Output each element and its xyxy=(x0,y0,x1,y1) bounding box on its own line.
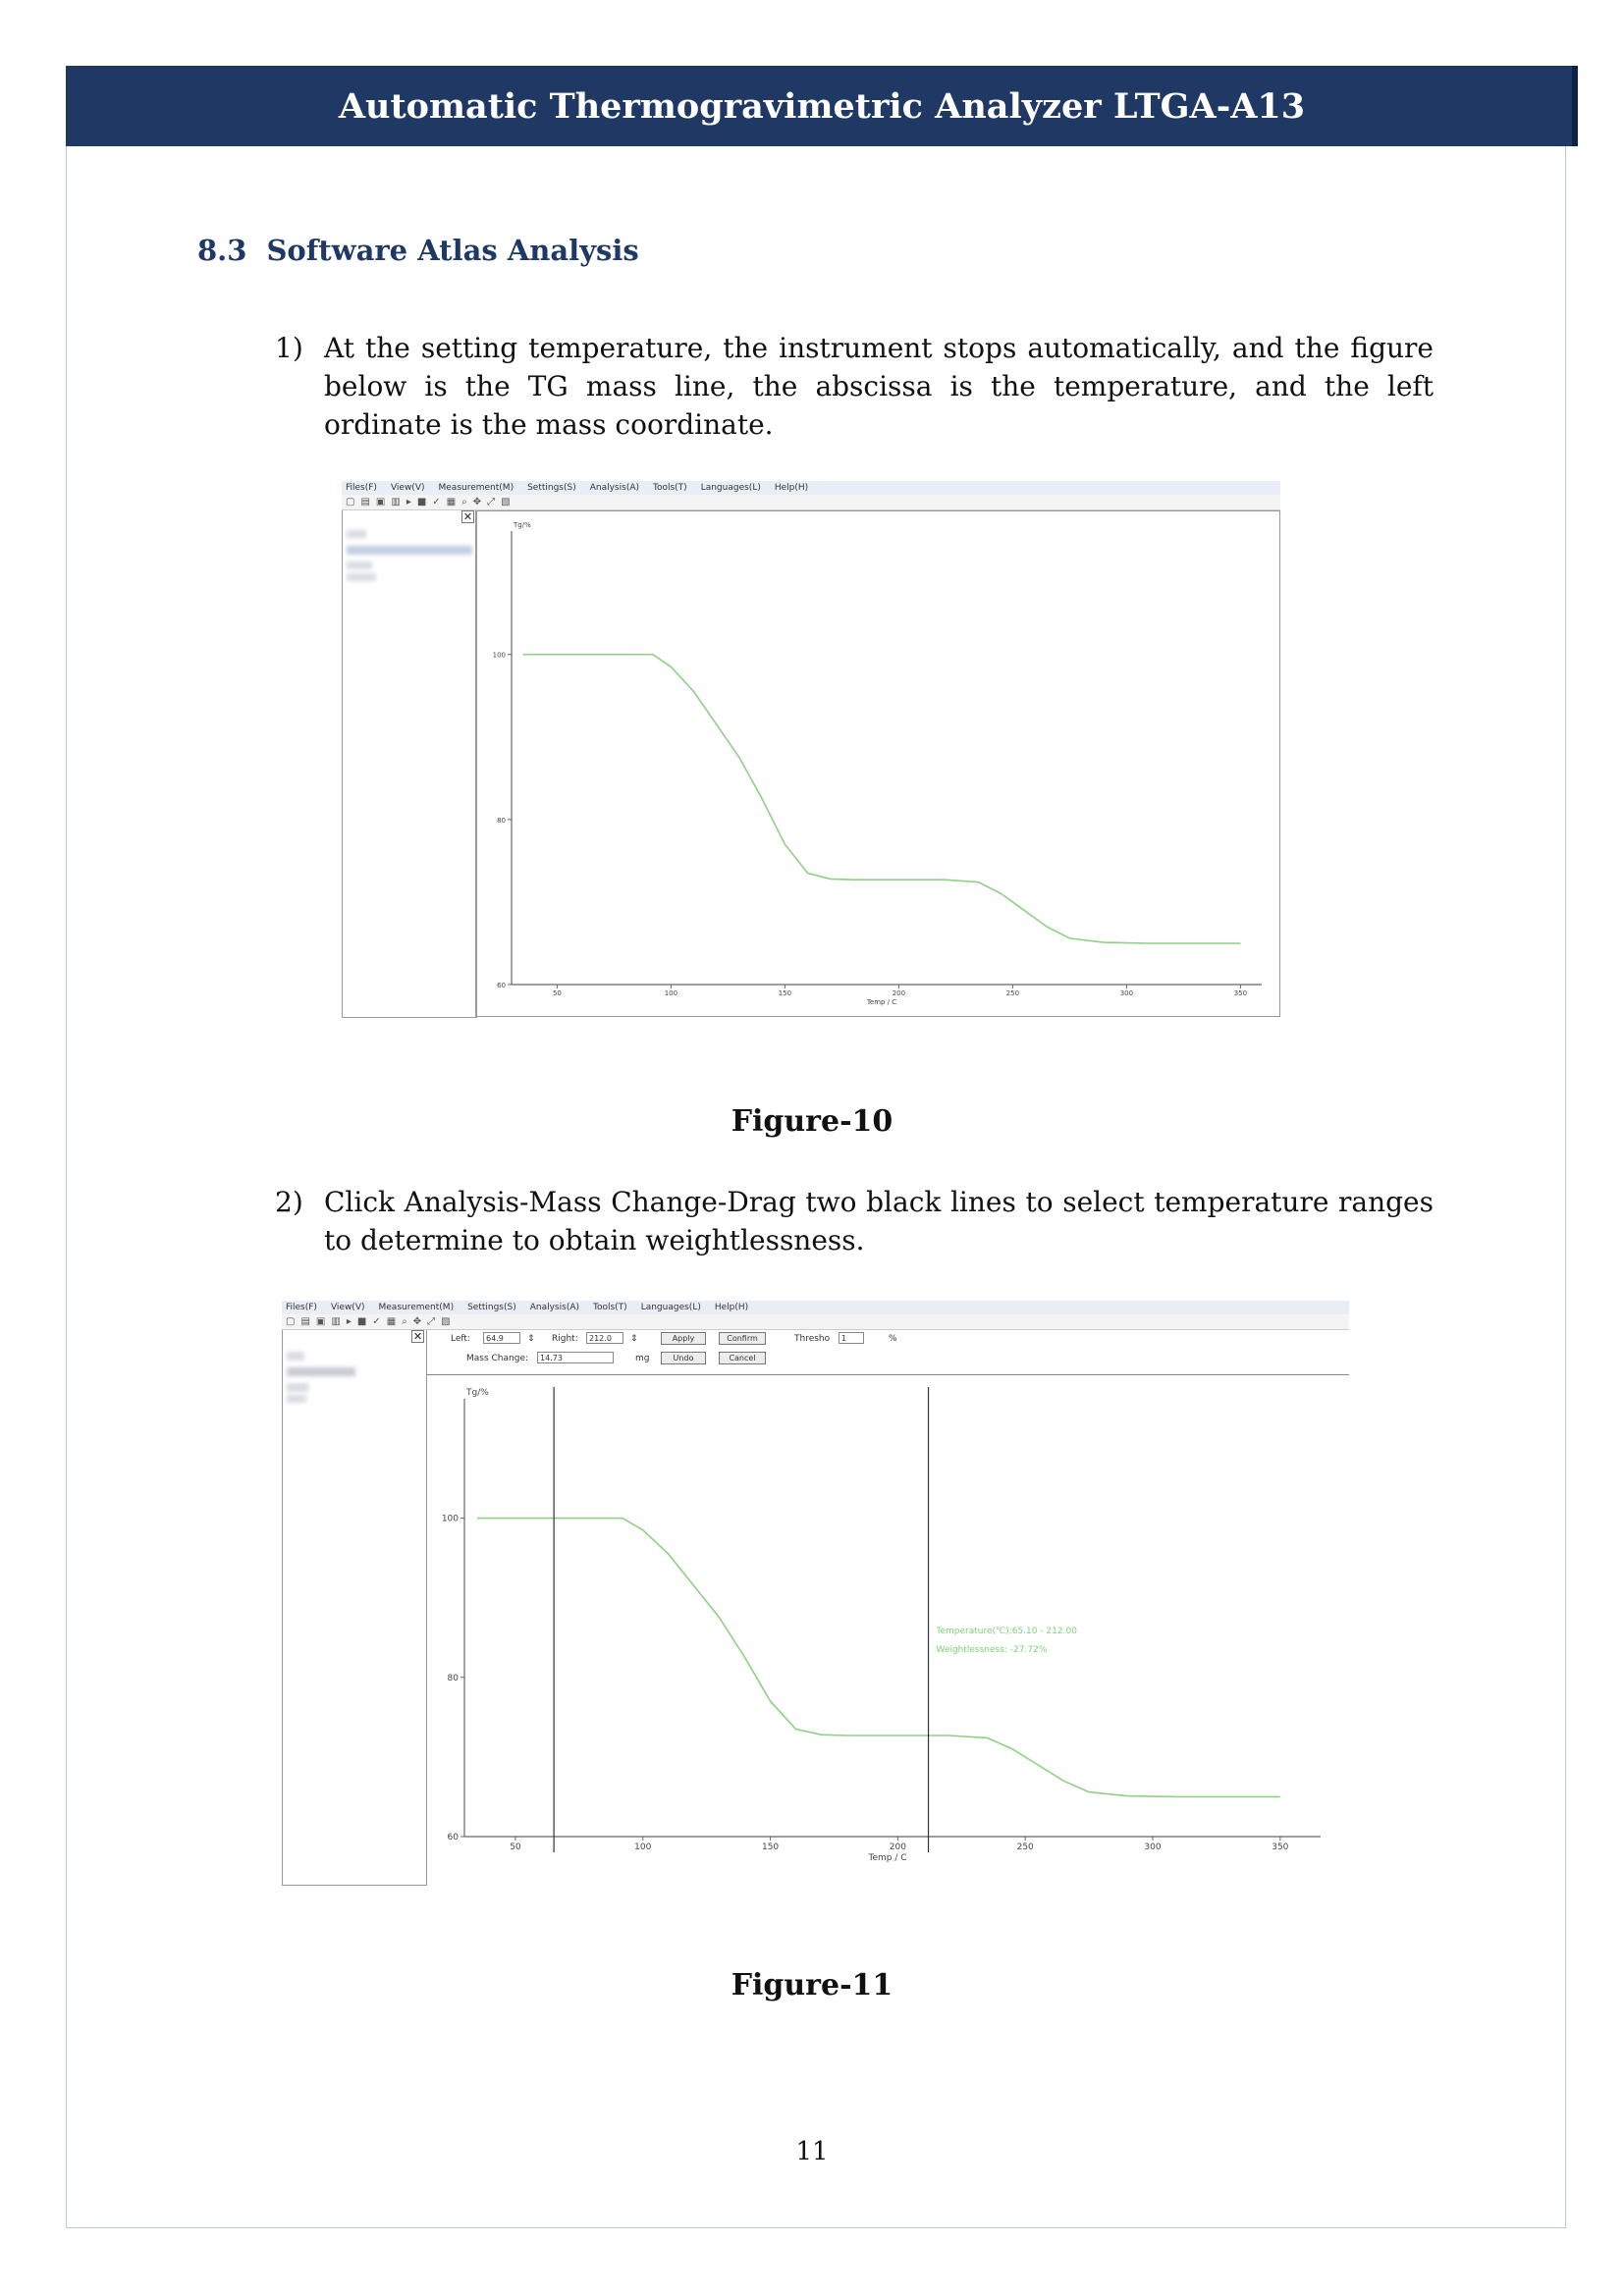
y-axis-label: Tg/% xyxy=(466,1388,489,1398)
figure-10-caption: Figure-10 xyxy=(731,1104,893,1139)
header-edge xyxy=(1572,66,1578,146)
header-title: Automatic Thermogravimetric Analyzer LTGA-A13 xyxy=(338,85,1306,127)
y-tick-label: 60 xyxy=(447,1833,459,1842)
tg-mass-line xyxy=(523,655,1241,943)
right-value-input[interactable]: 212.0 xyxy=(586,1332,623,1344)
close-icon[interactable]: ✕ xyxy=(412,1330,423,1343)
y-tick-label: 60 xyxy=(497,982,506,989)
y-axis-label: Tg/% xyxy=(514,521,531,529)
left-value-input[interactable]: 64.9 xyxy=(483,1332,520,1344)
menu-item-tools[interactable]: Tools(T) xyxy=(593,1303,627,1312)
figure-11-screenshot xyxy=(282,1301,1349,1885)
mass-change-controls xyxy=(429,1332,1342,1371)
new-icon[interactable]: ▢ xyxy=(346,497,355,507)
stop-icon[interactable]: ■ xyxy=(416,497,427,507)
step-2-marker: 2) xyxy=(275,1186,303,1218)
blurred-item xyxy=(287,1395,306,1403)
pan-icon[interactable]: ✥ xyxy=(472,497,482,507)
menu-item-view[interactable]: View(V) xyxy=(330,1303,365,1312)
section-title xyxy=(197,234,639,267)
x-tick-label: 50 xyxy=(552,989,562,997)
play-icon[interactable]: ▸ xyxy=(406,497,411,507)
page-number: 11 xyxy=(795,2137,829,2166)
x-axis-label: Temp / C xyxy=(868,1853,907,1863)
fit-icon[interactable]: ⤢ xyxy=(427,1316,436,1327)
menu-bar xyxy=(282,1301,1349,1314)
annotation-weightlessness: Weightlessness: -27.72% xyxy=(936,1644,1048,1655)
menu-item-help[interactable]: Help(H) xyxy=(714,1303,749,1312)
export-icon[interactable]: ▧ xyxy=(441,1316,451,1327)
menu-item-tools[interactable]: Tools(T) xyxy=(653,483,687,493)
print-icon[interactable]: ▥ xyxy=(331,1316,341,1327)
menu-item-analysis[interactable]: Analysis(A) xyxy=(529,1303,579,1312)
menu-item-files[interactable]: Files(F) xyxy=(286,1303,317,1312)
blurred-item xyxy=(347,573,376,581)
stop-icon[interactable]: ■ xyxy=(356,1316,367,1327)
close-icon[interactable]: ✕ xyxy=(462,510,473,523)
play-icon[interactable]: ▸ xyxy=(346,1316,352,1327)
x-tick-label: 100 xyxy=(664,989,678,997)
save-icon[interactable]: ▣ xyxy=(375,497,386,507)
x-axis-label: Temp / C xyxy=(866,998,897,1006)
file-tree-panel[interactable] xyxy=(282,1330,427,1886)
new-icon[interactable]: ▢ xyxy=(286,1316,296,1327)
zoom-icon[interactable]: ⌕ xyxy=(461,497,467,507)
right-stepper-icon[interactable]: ⇕ xyxy=(630,1334,638,1344)
x-tick-label: 350 xyxy=(1233,989,1248,997)
left-stepper-icon[interactable]: ⇕ xyxy=(527,1334,535,1344)
menu-item-settings[interactable]: Settings(S) xyxy=(527,483,576,493)
menu-item-languages[interactable]: Languages(L) xyxy=(700,483,761,493)
section-title-text: Software Atlas Analysis xyxy=(266,234,639,267)
annotation-temperature: Temperature(℃):65.10 - 212.00 xyxy=(936,1627,1077,1637)
menu-item-files[interactable]: Files(F) xyxy=(346,483,377,493)
x-tick-label: 150 xyxy=(761,1842,780,1852)
step-2-text: Click Analysis-Mass Change-Drag two black lines to select temperature ranges to determine to obtain weightlessness. xyxy=(324,1186,1434,1256)
menu-item-measurement[interactable]: Measurement(M) xyxy=(378,1303,455,1312)
menu-item-languages[interactable]: Languages(L) xyxy=(640,1303,701,1312)
x-tick-label: 350 xyxy=(1272,1842,1289,1852)
fit-icon[interactable]: ⤢ xyxy=(487,497,496,507)
threshold-unit: % xyxy=(889,1334,897,1344)
y-tick-label: 80 xyxy=(497,816,506,825)
menu-bar xyxy=(342,481,1280,495)
x-tick-label: 250 xyxy=(1016,1842,1034,1852)
threshold-input[interactable]: 1 xyxy=(839,1332,864,1344)
check-icon[interactable]: ✓ xyxy=(432,497,441,507)
menu-item-settings[interactable]: Settings(S) xyxy=(467,1303,516,1312)
y-tick-label: 100 xyxy=(441,1514,459,1524)
toolbar xyxy=(342,495,1280,510)
zoom-icon[interactable]: ⌕ xyxy=(402,1316,407,1327)
save-icon[interactable]: ▣ xyxy=(315,1316,326,1327)
check-icon[interactable]: ✓ xyxy=(372,1316,381,1327)
x-tick-label: 300 xyxy=(1144,1842,1162,1852)
header-bar xyxy=(66,66,1578,146)
x-tick-label: 200 xyxy=(889,1842,906,1852)
blurred-item xyxy=(287,1383,308,1392)
blurred-item xyxy=(287,1367,355,1376)
blurred-item xyxy=(287,1352,304,1361)
figure-11-caption: Figure-11 xyxy=(731,1968,893,2002)
y-tick-label: 80 xyxy=(447,1673,459,1683)
apply-button[interactable]: Apply xyxy=(661,1332,706,1345)
left-label: Left: xyxy=(451,1334,470,1344)
export-icon[interactable]: ▧ xyxy=(501,497,511,507)
x-tick-label: 100 xyxy=(634,1842,652,1852)
chart-icon[interactable]: ▦ xyxy=(446,497,457,507)
open-icon[interactable]: ▤ xyxy=(360,497,370,507)
x-tick-label: 200 xyxy=(892,989,906,997)
plot-area[interactable] xyxy=(475,510,1280,1017)
step-1-marker: 1) xyxy=(275,332,303,364)
cancel-button[interactable]: Cancel xyxy=(719,1352,766,1364)
tg-chart-figure-10[interactable] xyxy=(476,511,1279,1016)
confirm-button[interactable]: Confirm xyxy=(719,1332,766,1345)
toolbar xyxy=(282,1314,1349,1330)
chart-icon[interactable]: ▦ xyxy=(386,1316,397,1327)
x-tick-label: 150 xyxy=(778,989,792,997)
print-icon[interactable]: ▥ xyxy=(391,497,401,507)
open-icon[interactable]: ▤ xyxy=(300,1316,310,1327)
blurred-item xyxy=(347,530,366,538)
tg-mass-line xyxy=(477,1519,1280,1797)
x-tick-label: 250 xyxy=(1005,989,1020,997)
mass-change-label: Mass Change: xyxy=(466,1354,529,1363)
section-number: 8.3 xyxy=(197,234,247,267)
menu-item-view[interactable]: View(V) xyxy=(390,483,425,493)
step-1 xyxy=(275,329,1434,444)
blurred-item xyxy=(347,561,372,569)
menu-item-help[interactable]: Help(H) xyxy=(774,483,809,493)
x-tick-label: 300 xyxy=(1119,989,1134,997)
blurred-item xyxy=(347,546,472,555)
pan-icon[interactable]: ✥ xyxy=(412,1316,422,1327)
menu-item-measurement[interactable]: Measurement(M) xyxy=(438,483,514,493)
threshold-label: Thresho xyxy=(794,1334,831,1344)
y-tick-label: 100 xyxy=(492,651,506,660)
plot-area[interactable] xyxy=(427,1375,1349,1885)
file-tree-panel[interactable] xyxy=(342,510,477,1018)
tg-chart-figure-11[interactable] xyxy=(427,1375,1349,1885)
step-1-text: At the setting temperature, the instrument stops automatically, and the figure below is the TG mass line, the abscissa is the temperature, and the left ordinate is the mass coordinate. xyxy=(324,332,1434,441)
mass-change-value: 14.73 xyxy=(537,1352,614,1363)
right-label: Right: xyxy=(552,1334,578,1344)
mass-change-unit: mg xyxy=(635,1354,650,1363)
undo-button[interactable]: Undo xyxy=(661,1352,706,1364)
figure-10-screenshot xyxy=(342,481,1280,1017)
menu-item-analysis[interactable]: Analysis(A) xyxy=(589,483,639,493)
step-2 xyxy=(275,1183,1434,1259)
x-tick-label: 50 xyxy=(510,1842,521,1852)
